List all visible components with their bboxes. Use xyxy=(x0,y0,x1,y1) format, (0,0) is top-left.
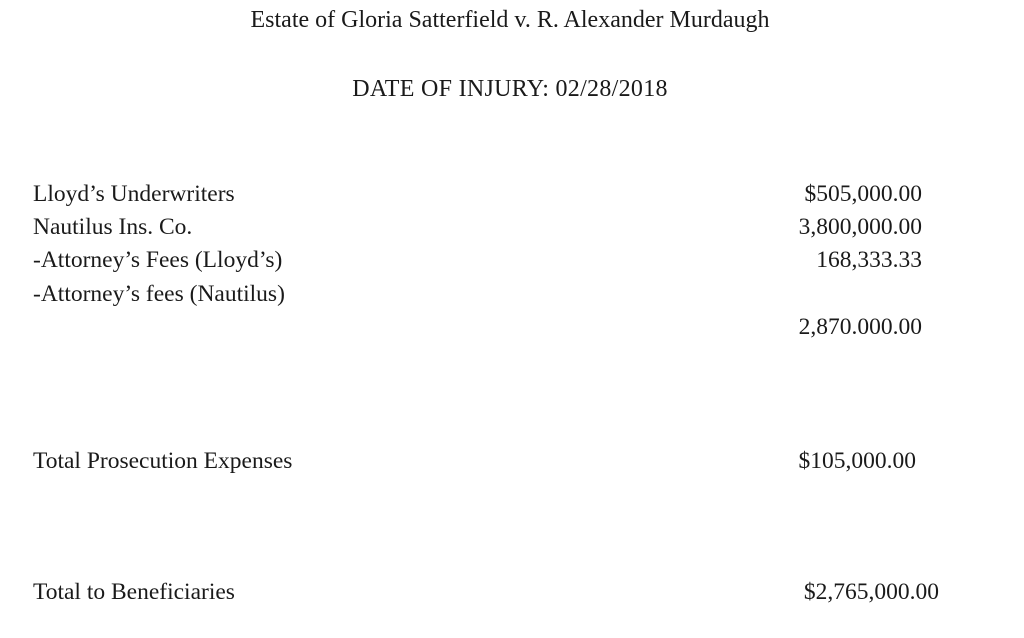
case-title: Estate of Gloria Satterfield v. R. Alexander Murdaugh xyxy=(250,7,770,33)
line-item-label-nautilus: Nautilus Ins. Co. xyxy=(33,214,193,240)
prosecution-expenses-label: Total Prosecution Expenses xyxy=(33,448,293,474)
beneficiaries-amount: $2,765,000.00 xyxy=(803,579,939,605)
prosecution-expenses-amount: $105,000.00 xyxy=(798,448,916,474)
subtotal-amount: 2,870.000.00 xyxy=(798,314,922,340)
line-item-label-fees-lloyds: -Attorney’s Fees (Lloyd’s) xyxy=(33,247,283,273)
line-item-amount-fees-lloyds: 168,333.33 xyxy=(816,247,922,273)
beneficiaries-label: Total to Beneficiaries xyxy=(33,579,235,605)
date-of-injury: DATE OF INJURY: 02/28/2018 xyxy=(352,76,668,102)
line-item-amount-nautilus: 3,800,000.00 xyxy=(798,214,922,240)
line-item-label-fees-nautilus: -Attorney’s fees (Nautilus) xyxy=(33,281,285,307)
line-item-label-lloyds: Lloyd’s Underwriters xyxy=(33,181,235,207)
line-item-amount-lloyds: $505,000.00 xyxy=(804,181,922,207)
